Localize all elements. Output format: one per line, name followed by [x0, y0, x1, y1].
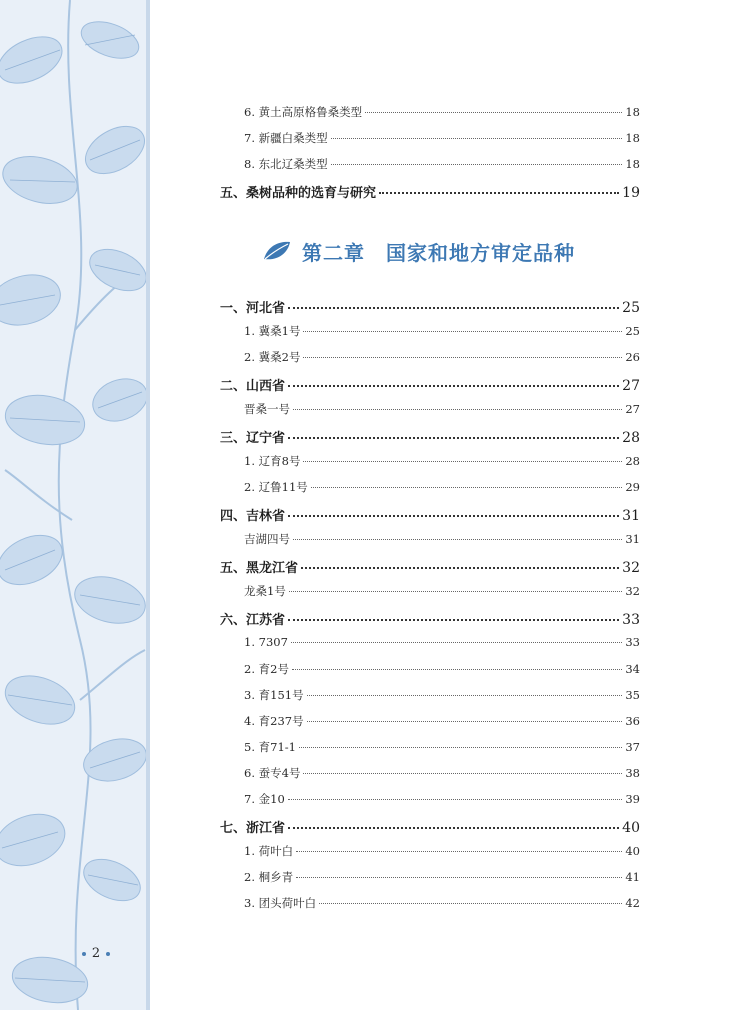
dot-leader: [288, 798, 623, 800]
dot-leader: [293, 408, 622, 410]
toc-subentry[interactable]: [220, 661, 640, 677]
toc-entry-label: 2. 桐乡青: [244, 870, 294, 884]
toc-section-entry[interactable]: [220, 817, 640, 836]
toc-page-number: 40: [625, 844, 640, 858]
dot-leader: [299, 746, 622, 748]
toc-section-entry[interactable]: [220, 505, 640, 524]
dot-leader: [307, 720, 623, 722]
dot-leader: [331, 137, 623, 139]
toc-page-number: 27: [625, 402, 640, 416]
toc-entry-label: 2. 冀桑2号: [244, 350, 301, 364]
toc-subentry[interactable]: [220, 687, 640, 703]
toc-subentry[interactable]: [220, 401, 640, 417]
toc-entry-label: 3. 育151号: [244, 688, 304, 702]
toc-entry-label: 7. 新疆白桑类型: [244, 131, 328, 145]
toc-page-number: 33: [625, 635, 640, 649]
toc-subentry[interactable]: [220, 453, 640, 469]
side-divider: [146, 0, 150, 1010]
toc-entry-label: 3. 团头荷叶白: [244, 896, 317, 910]
toc-page-number: 36: [625, 714, 640, 728]
toc-entry-label: 六、江苏省: [220, 613, 286, 628]
dot-leader: [303, 356, 622, 358]
dot-leader: [365, 111, 622, 113]
toc-entry-label: 龙桑1号: [244, 584, 286, 598]
dot-leader: [288, 384, 619, 387]
dot-leader: [292, 668, 622, 670]
toc-page-number: 18: [625, 157, 640, 171]
toc-subentry[interactable]: [220, 130, 640, 146]
toc-subentry[interactable]: [220, 635, 640, 649]
toc-entry-label: 1. 辽育8号: [244, 454, 301, 468]
toc-entry-label: 8. 东北辽桑类型: [244, 157, 328, 171]
toc-page-number: 32: [625, 584, 640, 598]
toc-page-number: 31: [625, 532, 640, 546]
toc-entry-label: 三、辽宁省: [220, 431, 286, 446]
toc-subentry[interactable]: [220, 869, 640, 885]
dot-leader: [288, 618, 619, 621]
page-number: [66, 946, 126, 961]
toc-page-number: 25: [622, 300, 640, 316]
toc-entry-label: 四、吉林省: [220, 509, 286, 524]
dot-leader: [331, 163, 623, 165]
toc-entry-label: 晋桑一号: [244, 402, 290, 416]
dot-leader: [379, 191, 619, 194]
toc-section-entry[interactable]: [220, 557, 640, 576]
dot-leader: [303, 772, 622, 774]
toc-subentry[interactable]: [220, 156, 640, 172]
toc-page-number: 31: [622, 508, 640, 524]
toc-page-number: 37: [625, 740, 640, 754]
toc-page-number: 28: [622, 430, 640, 446]
page-dot-right: [106, 952, 110, 956]
toc-page-number: 26: [625, 350, 640, 364]
toc-entry-label: 6. 黄土高原格鲁桑类型: [244, 105, 363, 119]
toc-subentry[interactable]: [220, 765, 640, 781]
toc-subentry[interactable]: [220, 349, 640, 365]
toc-subentry[interactable]: [220, 323, 640, 339]
side-illustration-panel: [0, 0, 146, 1010]
dot-leader: [288, 826, 619, 829]
toc-page-number: 32: [622, 560, 640, 576]
toc-section-entry[interactable]: [220, 375, 640, 394]
toc-entry-label: 4. 育237号: [244, 714, 304, 728]
leaf-icon: [262, 239, 292, 263]
page-number-text: 2: [91, 946, 101, 961]
toc-entry-label: 2. 辽鲁11号: [244, 480, 308, 494]
dot-leader: [303, 330, 622, 332]
page-dot-left: [82, 952, 86, 956]
dot-leader: [319, 902, 622, 904]
toc-page-number: 25: [625, 324, 640, 338]
toc-entry-label: 二、山西省: [220, 379, 286, 394]
toc-entry-label: 一、河北省: [220, 301, 286, 316]
dot-leader: [288, 306, 619, 309]
toc-page-number: 40: [622, 820, 640, 836]
toc-entry-label: 2. 育2号: [244, 662, 289, 676]
chapter-heading: [262, 234, 622, 268]
dot-leader: [289, 590, 623, 592]
toc-section-entry[interactable]: [220, 297, 640, 316]
toc-subentry[interactable]: [220, 531, 640, 547]
dot-leader: [288, 436, 619, 439]
toc-page-number: 38: [625, 766, 640, 780]
toc-entry-label: 五、黑龙江省: [220, 561, 299, 576]
toc-entry-label: 七、浙江省: [220, 821, 286, 836]
dot-leader: [311, 486, 623, 488]
toc-entry-label: 7. 金10: [244, 792, 285, 806]
dot-leader: [296, 876, 622, 878]
toc-subentry[interactable]: [220, 583, 640, 599]
toc-section-entry[interactable]: [220, 609, 640, 628]
toc-page-number: 28: [625, 454, 640, 468]
dot-leader: [291, 641, 622, 643]
dot-leader: [288, 514, 619, 517]
toc-page-number: 41: [625, 870, 640, 884]
dot-leader: [296, 850, 622, 852]
toc-page-number: 34: [625, 662, 640, 676]
toc-section-entry[interactable]: [220, 427, 640, 446]
toc-entry-label: 五、桑树品种的选育与研究: [220, 186, 377, 201]
toc-page-number: 18: [625, 105, 640, 119]
toc-subentry[interactable]: [220, 713, 640, 729]
toc-entry-label: 6. 蚕专4号: [244, 766, 301, 780]
toc-page-number: 39: [625, 792, 640, 806]
toc-entry-label: 吉湖四号: [244, 532, 290, 546]
toc-entry-label: 5. 育71-1: [244, 740, 296, 754]
toc-page-number: 29: [625, 480, 640, 494]
dot-leader: [293, 538, 622, 540]
mulberry-illustration: [0, 0, 146, 1010]
toc-entry-label: 1. 荷叶白: [244, 844, 294, 858]
toc-subentry[interactable]: [220, 104, 640, 120]
toc-page-number: 27: [622, 378, 640, 394]
toc-subentry[interactable]: [220, 895, 640, 911]
toc-page-number: 19: [622, 185, 640, 201]
toc-page-number: 18: [625, 131, 640, 145]
dot-leader: [301, 566, 619, 569]
toc-subentry[interactable]: [220, 843, 640, 859]
toc-page-number: 42: [625, 896, 640, 910]
chapter-title: 第二章 国家和地方审定品种: [302, 240, 575, 265]
toc-page-number: 35: [625, 688, 640, 702]
toc-entry-label: 1. 7307: [244, 635, 288, 649]
dot-leader: [307, 694, 623, 696]
toc-section-entry[interactable]: [220, 182, 640, 201]
toc-page-number: 33: [622, 612, 640, 628]
dot-leader: [303, 460, 622, 462]
toc-subentry[interactable]: [220, 791, 640, 807]
toc-subentry[interactable]: [220, 479, 640, 495]
toc-subentry[interactable]: [220, 739, 640, 755]
toc-entry-label: 1. 冀桑1号: [244, 324, 301, 338]
